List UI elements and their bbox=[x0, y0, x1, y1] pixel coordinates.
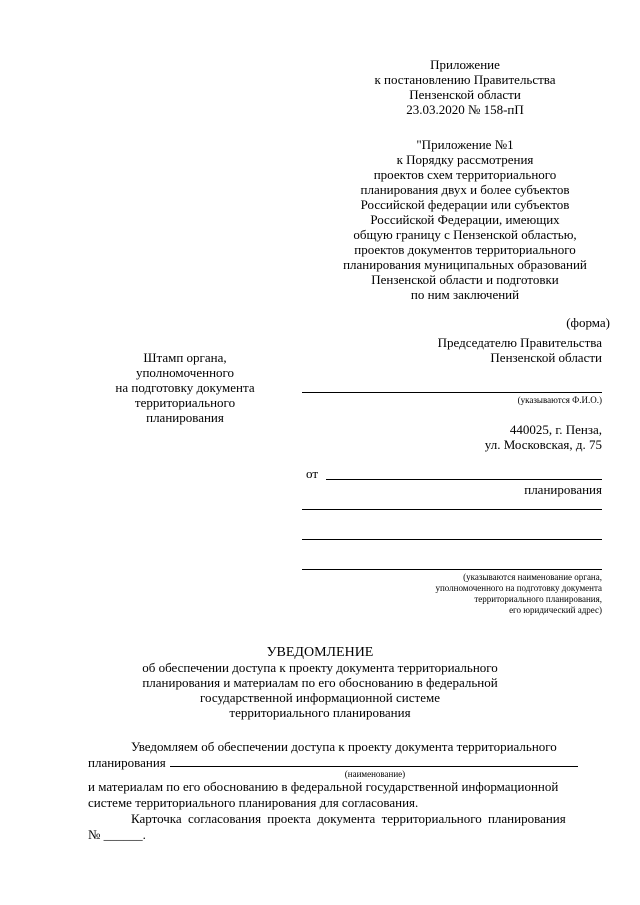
fio-hint: (указываются Ф.И.О.) bbox=[517, 395, 602, 405]
body-p2-line1: Карточка согласования проекта документа территориального планирования bbox=[131, 811, 566, 826]
sender-line-3[interactable] bbox=[302, 569, 602, 570]
header-block bbox=[300, 57, 630, 117]
notice-subtitle-line: об обеспечении доступа к проекту документа территориального bbox=[142, 660, 498, 675]
from-line[interactable] bbox=[326, 479, 602, 480]
appendix-line: проектов документов территориального bbox=[354, 242, 576, 257]
header-line: Приложение bbox=[430, 57, 500, 72]
planning-label: планирования bbox=[524, 482, 602, 497]
addressee-block bbox=[380, 335, 602, 365]
appendix-line: общую границу с Пензенской областью, bbox=[353, 227, 577, 242]
notice-subtitle-line: планирования и материалам по его обоснованию в федеральной bbox=[142, 675, 498, 690]
forma-label: (форма) bbox=[566, 315, 610, 330]
sender-line-2[interactable] bbox=[302, 539, 602, 540]
body-p1-line3: и материалам по его обоснованию в федеральной государственной информационной bbox=[88, 779, 559, 794]
appendix-line: "Приложение №1 bbox=[416, 137, 514, 152]
fio-line[interactable] bbox=[302, 392, 602, 393]
name-hint: (наименование) bbox=[344, 769, 406, 779]
sender-hint-line: уполномоченного на подготовку документа bbox=[435, 583, 602, 593]
address-block bbox=[420, 422, 602, 452]
address-line: ул. Московская, д. 75 bbox=[484, 437, 602, 452]
sender-hint-line: территориального планирования, bbox=[474, 594, 602, 604]
notice-title: УВЕДОМЛЕНИЕ bbox=[266, 645, 374, 660]
stamp-line: Штамп органа, bbox=[143, 350, 227, 365]
document-name-line[interactable] bbox=[170, 766, 578, 767]
body-p2-line2: № ______. bbox=[88, 827, 146, 842]
appendix-line: проектов схем территориального bbox=[373, 167, 557, 182]
appendix-line: Пензенской области и подготовки bbox=[371, 272, 559, 287]
header-line: 23.03.2020 № 158-пП bbox=[406, 102, 524, 117]
body-p1-line4: системе территориального планирования для согласования. bbox=[88, 795, 419, 810]
header-line: к постановлению Правительства bbox=[374, 72, 556, 87]
appendix-block bbox=[300, 137, 630, 302]
sender-hint bbox=[380, 572, 602, 616]
stamp-line: на подготовку документа bbox=[115, 380, 255, 395]
appendix-line: Российской Федерации, имеющих bbox=[370, 212, 560, 227]
appendix-line: Российской федерации или субъектов bbox=[360, 197, 570, 212]
addressee-line: Председателю Правительства bbox=[437, 335, 602, 350]
header-line: Пензенской области bbox=[409, 87, 521, 102]
appendix-line: к Порядку рассмотрения bbox=[396, 152, 534, 167]
body-p1-line1: Уведомляем об обеспечении доступа к проекту документа территориального bbox=[131, 739, 557, 754]
notice-subtitle-line: территориального планирования bbox=[229, 705, 411, 720]
stamp-line: планирования bbox=[146, 410, 224, 425]
sender-hint-line: (указываются наименование органа, bbox=[463, 572, 602, 582]
sender-line-1[interactable] bbox=[302, 509, 602, 510]
appendix-line: по ним заключений bbox=[410, 287, 520, 302]
body-p1-line2-prefix: планирования bbox=[88, 755, 166, 770]
notice-subtitle-line: государственной информационной системе bbox=[200, 690, 440, 705]
address-line: 440025, г. Пенза, bbox=[509, 422, 602, 437]
sender-hint-line: его юридический адрес) bbox=[509, 605, 602, 615]
from-label: от bbox=[306, 466, 319, 481]
appendix-line: планирования двух и более субъектов bbox=[360, 182, 570, 197]
notice-subtitle bbox=[80, 660, 560, 720]
addressee-line: Пензенской области bbox=[490, 350, 602, 365]
stamp-line: территориального bbox=[134, 395, 236, 410]
stamp-line: уполномоченного bbox=[135, 365, 235, 380]
stamp-block bbox=[90, 350, 280, 425]
appendix-line: планирования муниципальных образований bbox=[343, 257, 587, 272]
